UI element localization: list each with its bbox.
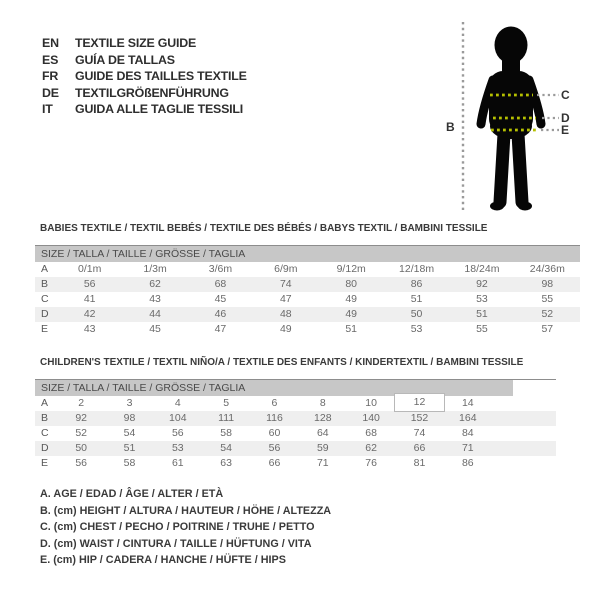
table-cell: 74	[413, 427, 426, 439]
table-cell: 74	[279, 278, 292, 290]
table-cell: 128	[314, 412, 332, 424]
language-code: ES	[42, 52, 59, 67]
child-silhouette-svg	[430, 10, 600, 225]
table-cell: 152	[410, 412, 429, 424]
language-code: DE	[42, 85, 59, 100]
table-cell: 6	[271, 397, 278, 409]
table-cell: 164	[459, 412, 477, 424]
table-cell: 5	[223, 397, 230, 409]
table-cell: 66	[268, 457, 281, 469]
legend-line: B. (cm) HEIGHT / ALTURA / HAUTEUR / HÖHE / ALTEZZA	[40, 504, 332, 517]
table-cell: 104	[169, 412, 187, 424]
table-cell: 2	[78, 397, 85, 409]
children-size-table	[35, 379, 556, 471]
table-cell: 9/12m	[336, 263, 366, 275]
row-label: A	[41, 397, 49, 409]
table-cell: 55	[476, 323, 488, 335]
legend-line: E. (cm) HIP / CADERA / HANCHE / HÜFTE / HIPS	[40, 554, 286, 566]
language-title: GUÍA DE TALLAS	[75, 52, 175, 67]
language-list	[42, 35, 247, 118]
table-cell: 66	[413, 442, 426, 454]
table-cell: 59	[316, 442, 329, 454]
table-cell: 76	[365, 457, 377, 469]
language-row	[42, 101, 247, 118]
table-cell: 50	[75, 442, 87, 454]
table-row	[35, 307, 580, 322]
table-cell: 63	[220, 457, 232, 469]
table-cell: 3/6m	[208, 263, 233, 275]
language-code: EN	[42, 36, 59, 50]
table-cell: 49	[345, 308, 358, 320]
table-cell: 57	[541, 323, 554, 335]
table-cell: 53	[171, 442, 184, 454]
table-cell: 54	[220, 442, 232, 454]
table-cell: 12/18m	[399, 263, 435, 275]
table-cell: 58	[220, 427, 232, 439]
table-cell: 56	[75, 457, 87, 469]
table-row	[35, 262, 580, 277]
table-cell: 111	[218, 412, 235, 424]
table-cell: 45	[149, 323, 161, 335]
table-row	[35, 292, 580, 307]
table-cell: 48	[279, 308, 292, 320]
table-cell: 51	[410, 293, 423, 305]
table-cell: 56	[268, 442, 281, 454]
table-cell: 3	[126, 397, 133, 409]
table-cell: 46	[214, 308, 227, 320]
row-label: C	[41, 427, 49, 439]
table-cell: 44	[149, 308, 161, 320]
table-cell: 60	[268, 427, 281, 439]
row-label: D	[41, 308, 49, 320]
table-cell: 43	[149, 293, 161, 305]
size-table-header: SIZE / TALLA / TAILLE / GRÖSSE / TAGLIA	[35, 380, 513, 396]
table-cell: 98	[123, 412, 136, 424]
table-cell: 61	[171, 457, 184, 469]
hip-label-e: E	[561, 123, 570, 137]
table-cell: 47	[279, 293, 292, 305]
language-title: TEXTILE SIZE GUIDE	[75, 36, 197, 50]
table-cell: 51	[345, 323, 358, 335]
table-cell: 45	[214, 293, 227, 305]
table-cell: 49	[279, 323, 292, 335]
table-cell: 8	[319, 397, 326, 409]
table-cell: 53	[410, 323, 423, 335]
table-cell: 64	[316, 427, 329, 439]
table-cell: 56	[83, 278, 96, 290]
table-cell: 10	[365, 397, 377, 409]
language-title: GUIDE DES TAILLES TEXTILE	[75, 69, 247, 84]
children-section-title: CHILDREN'S TEXTILE / TEXTIL NIÑO/A / TEXTILE DES ENFANTS / KINDERTEXTIL / BAMBINI TESSILE	[40, 357, 524, 368]
table-cell: 4	[174, 397, 181, 409]
table-cell: 53	[476, 293, 488, 305]
table-cell: 52	[541, 308, 554, 320]
table-cell: 51	[123, 442, 136, 454]
table-row	[35, 426, 556, 441]
table-row	[35, 411, 556, 426]
table-cell: 42	[83, 308, 96, 320]
table-cell: 140	[362, 412, 380, 424]
table-cell: 58	[123, 457, 136, 469]
table-cell: 55	[541, 293, 554, 305]
table-cell: 68	[365, 427, 377, 439]
table-cell: 0/1m	[78, 263, 102, 275]
row-label: D	[41, 442, 49, 454]
language-row	[42, 52, 247, 69]
language-title: TEXTILGRÖßENFÜHRUNG	[75, 85, 229, 100]
table-cell: 62	[365, 442, 377, 454]
legend-line: C. (cm) CHEST / PECHO / POITRINE / TRUHE / PETTO	[40, 521, 315, 533]
table-cell: 80	[345, 278, 358, 290]
language-title: GUIDA ALLE TAGLIE TESSILI	[75, 102, 244, 117]
table-cell: 51	[476, 308, 488, 320]
row-label: B	[41, 412, 49, 424]
table-row	[35, 277, 580, 292]
row-label: E	[41, 323, 49, 335]
table-cell: 86	[461, 457, 474, 469]
table-cell: 98	[541, 278, 554, 290]
table-cell: 56	[171, 427, 184, 439]
table-cell: 50	[410, 308, 423, 320]
table-cell: 86	[410, 278, 423, 290]
waist-label-d: D	[561, 111, 570, 125]
table-row	[35, 322, 580, 337]
table-cell: 68	[214, 278, 227, 290]
table-cell: 1/3m	[143, 263, 167, 275]
size-table-header: SIZE / TALLA / TAILLE / GRÖSSE / TAGLIA	[35, 246, 580, 262]
table-cell: 54	[123, 427, 136, 439]
measurement-legend	[40, 486, 331, 569]
table-cell: 71	[316, 457, 329, 469]
table-cell: 92	[75, 412, 87, 424]
language-row	[42, 68, 247, 85]
child-silhouette-figure	[430, 10, 600, 225]
chest-label-c: C	[561, 88, 570, 102]
row-label: E	[41, 457, 49, 469]
table-cell: 81	[413, 457, 426, 469]
table-row	[35, 396, 556, 411]
row-label: A	[41, 263, 49, 275]
table-cell: 49	[345, 293, 358, 305]
row-label: C	[41, 293, 49, 305]
table-row	[35, 441, 556, 456]
table-cell: 18/24m	[464, 263, 500, 275]
language-code: FR	[42, 69, 59, 84]
table-cell: 6/9m	[274, 263, 298, 275]
language-code: IT	[42, 102, 53, 117]
table-cell: 71	[461, 442, 474, 454]
table-cell: 24/36m	[529, 263, 565, 275]
table-cell: 47	[214, 323, 227, 335]
babies-size-table	[35, 245, 580, 337]
table-cell: 12	[395, 394, 443, 411]
legend-line: A. AGE / EDAD / ÂGE / ALTER / ETÀ	[40, 488, 224, 500]
table-cell: 92	[476, 278, 488, 290]
table-row	[35, 456, 556, 471]
babies-section-title: BABIES TEXTILE / TEXTIL BEBÉS / TEXTILE DES BÉBÉS / BABYS TEXTIL / BAMBINI TESSILE	[40, 223, 488, 234]
row-label: B	[41, 278, 49, 290]
table-cell: 62	[149, 278, 161, 290]
table-cell: 52	[75, 427, 87, 439]
legend-line: D. (cm) WAIST / CINTURA / TAILLE / HÜFTUNG / VITA	[40, 537, 312, 550]
table-cell: 43	[83, 323, 96, 335]
height-label-b: B	[446, 120, 455, 134]
table-cell: 14	[461, 397, 474, 409]
language-row	[42, 35, 247, 52]
table-cell: 84	[461, 427, 474, 439]
table-cell: 41	[83, 293, 96, 305]
table-cell: 116	[266, 412, 283, 424]
language-row	[42, 85, 247, 102]
